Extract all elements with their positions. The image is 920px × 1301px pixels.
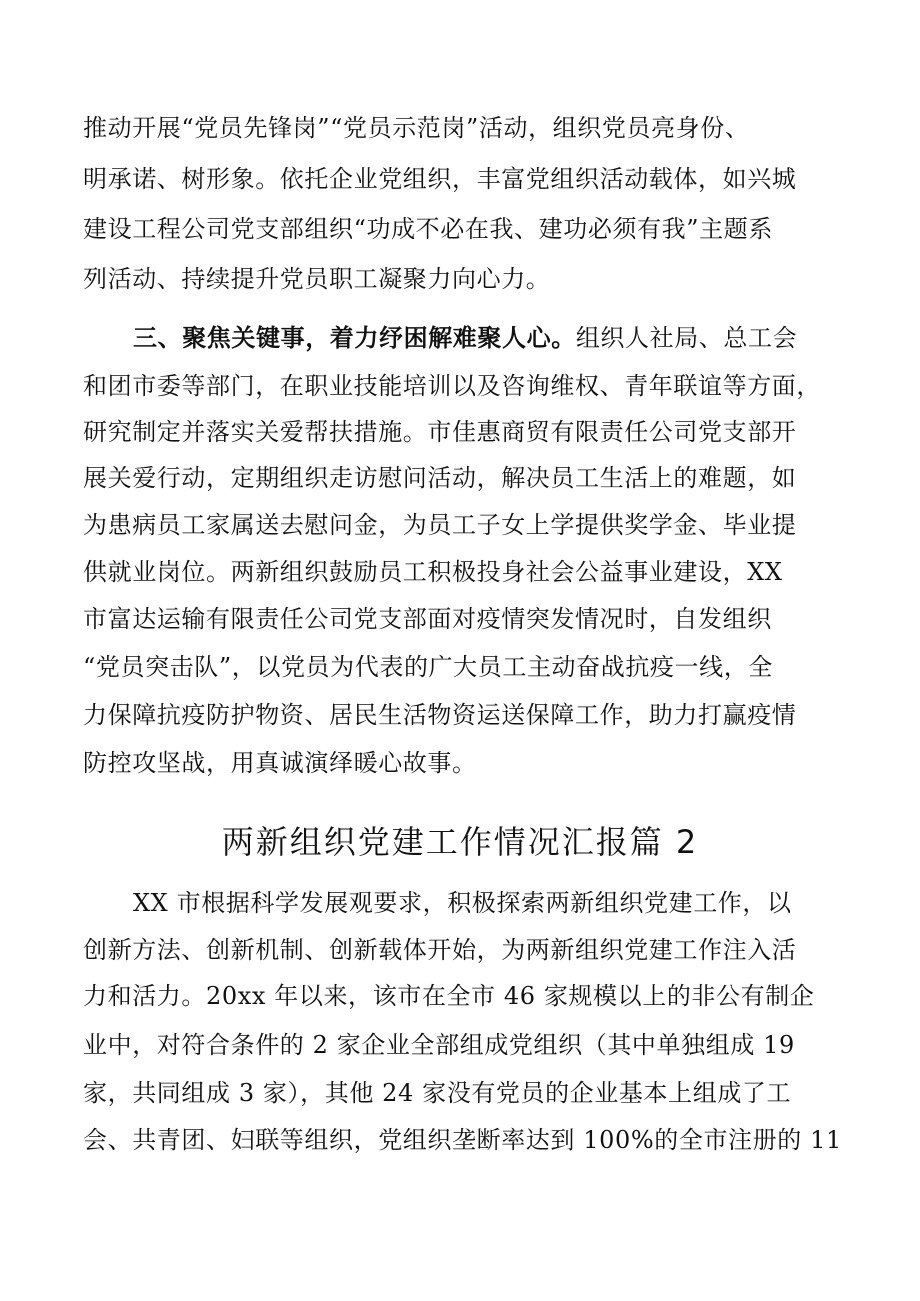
paragraph-line: 为患病员工家属送去慰问金，为员工子女上学提供奖学金、毕业提 [83, 511, 797, 539]
paragraph-line: 业中，对符合条件的 2 家企业全部组成党组织（其中单独组成 19 [83, 1031, 795, 1059]
paragraph-line: 推动开展“党员先锋岗”“党员示范岗”活动，组织党员亮身份、 [83, 114, 750, 142]
paragraph-line: 研究制定并落实关爱帮扶措施。市佳惠商贸有限责任公司党支部开 [83, 418, 797, 446]
paragraph-line: 展关爱行动，定期组织走访慰问活动，解决员工生活上的难题，如 [83, 464, 797, 492]
paragraph-line: 创新方法、创新机制、创新载体开始，为两新组织党建工作注入活 [83, 936, 797, 964]
paragraph-line: 市富达运输有限责任公司党支部面对疫情突发情况时，自发组织 [83, 605, 772, 633]
paragraph-line: 和团市委等部门，在职业技能培训以及咨询维权、青年联谊等方面， [83, 372, 821, 400]
paragraph-line: 列活动、持续提升党员职工凝聚力向心力。 [83, 265, 551, 293]
paragraph-line: 力保障抗疫防护物资、居民生活物资运送保障工作，助力打赢疫情 [83, 701, 797, 729]
paragraph-line: 防控攻坚战，用真诚演绎暖心故事。 [83, 749, 477, 777]
paragraph-line: XX 市根据科学发展观要求，积极探索两新组织党建工作，以 [133, 889, 792, 917]
paragraph-line: 明承诺、树形象。依托企业党组织，丰富党组织活动载体，如兴城 [83, 165, 797, 193]
paragraph-line: 会、共青团、妇联等组织，党组织垄断率达到 100%的全市注册的 11 [83, 1126, 842, 1154]
paragraph-line: 力和活力。20xx 年以来，该市在全市 46 家规模以上的非公有制企 [83, 982, 815, 1010]
section-text: 组织人社局、总工会 [575, 324, 798, 352]
paragraph-line: 建设工程公司党支部组织“功成不必在我、建功必须有我”主题系 [83, 215, 773, 243]
article-title: 两新组织党建工作情况汇报篇 2 [221, 823, 699, 861]
section-heading: 三、聚焦关键事，着力纾困解难聚人心。 [133, 323, 576, 352]
paragraph-line: “党员突击队”，以党员为代表的广大员工主动奋战抗疫一线，全 [83, 653, 773, 681]
paragraph-line: 家，共同组成 3 家），其他 24 家没有党员的企业基本上组成了工 [83, 1079, 792, 1107]
paragraph-line: 供就业岗位。两新组织鼓励员工积极投身社会公益事业建设，XX [83, 558, 783, 586]
section-first-line [133, 323, 843, 353]
